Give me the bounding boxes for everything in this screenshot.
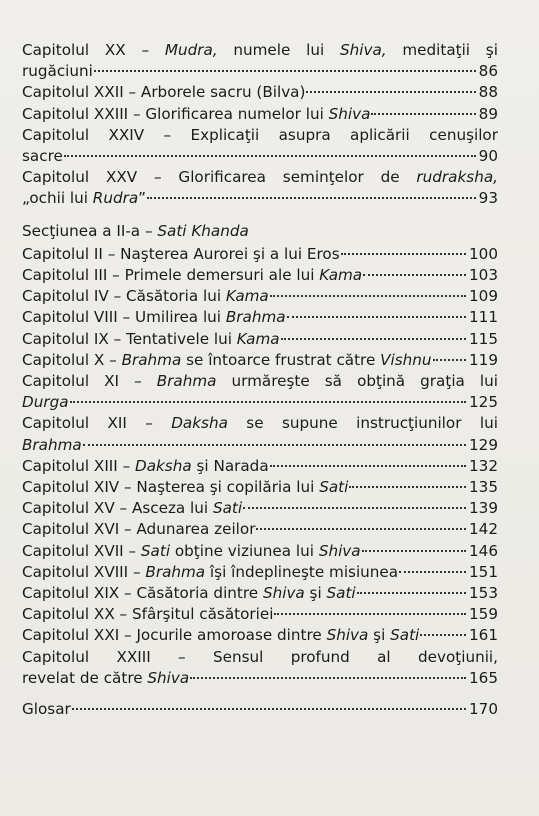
toc-text-segment: Capitolul IX – Tentativele lui [22, 329, 237, 348]
toc-text-word: Explicaţii [190, 125, 260, 144]
toc-entry-title [22, 498, 242, 519]
toc-text-segment: Capitolul X – [22, 350, 122, 369]
toc-text-segment: Glosar [22, 700, 71, 719]
toc-text-word: numele [233, 41, 291, 59]
toc-italic-term: Kama [225, 287, 269, 306]
toc-italic-term: Brahma [156, 372, 217, 391]
toc-entry-title [22, 61, 93, 82]
page-number: 170 [469, 700, 498, 719]
toc-italic-term: Sati [390, 626, 420, 645]
toc-text-segment: rugăciuni [22, 62, 93, 81]
toc-text-word: Capitolul [22, 41, 90, 59]
toc-entry-line [22, 329, 498, 350]
toc-entry-title [22, 146, 63, 167]
toc-text-word: Capitolul [22, 168, 90, 187]
page-number: 142 [469, 520, 498, 539]
toc-entry[interactable] [22, 371, 498, 413]
toc-entry-title [22, 244, 340, 265]
toc-entry-title [22, 456, 269, 477]
toc-entry-title [22, 125, 498, 146]
toc-text-word: Capitolul [22, 372, 90, 391]
toc-entry[interactable] [22, 583, 498, 604]
toc-entry-first-line [22, 167, 498, 188]
toc-text-word: seminţelor [282, 168, 364, 187]
toc-entry-title [22, 392, 69, 413]
dot-leader [363, 274, 466, 276]
toc-text-segment: Capitolul XX – Sfârşitul căsătoriei [22, 605, 274, 624]
toc-entry-title [22, 371, 498, 392]
toc-italic-term: Shiva [147, 668, 190, 687]
toc-italic-term: Rudra [92, 189, 139, 208]
toc-italic-term: Sati [212, 499, 243, 518]
toc-text-segment: Capitolul XXII – Arborele sacru (Bilva) [22, 83, 306, 102]
toc-italic-term: Shiva, [339, 41, 387, 59]
toc-italic-term: Kama [236, 329, 280, 348]
toc-italic-term: Durga [22, 393, 69, 412]
dot-leader [147, 197, 476, 199]
toc-entry-title [22, 604, 273, 625]
toc-entry[interactable] [22, 699, 498, 720]
toc-entry[interactable] [22, 104, 498, 125]
toc-entry-line [22, 188, 498, 209]
dot-leader [72, 708, 466, 710]
page-number: 151 [469, 562, 498, 581]
page-number: 159 [469, 605, 498, 624]
toc-entry-line [22, 456, 498, 477]
toc-entry-first-line [22, 413, 498, 434]
toc-text-word: XXIV [108, 125, 145, 144]
toc-text-segment: se întoarce frustrat către [181, 350, 381, 369]
toc-italic-term: Daksha [135, 456, 192, 475]
toc-entry[interactable] [22, 40, 498, 82]
dot-leader [399, 571, 466, 573]
toc-text-word: asupra [278, 125, 331, 144]
toc-italic-term: Sati [326, 584, 356, 603]
dot-leader [433, 359, 466, 361]
toc-text-segment: Capitolul XXI – Jocurile amoroase dintre [22, 626, 327, 645]
section-heading [22, 221, 498, 242]
toc-text-word: lui [479, 372, 498, 391]
toc-text-segment: Capitolul XV – Asceza lui [22, 499, 213, 518]
dot-leader [94, 70, 476, 72]
toc-entry-title [22, 647, 498, 668]
toc-entry-line [22, 699, 498, 720]
page-number: 139 [469, 499, 498, 518]
dot-leader [349, 486, 466, 488]
toc-text-word: XXIII [116, 647, 151, 666]
dot-leader [362, 550, 466, 552]
toc-text-word: de [380, 168, 400, 187]
toc-text-segment: Capitolul XXIII – Glorificarea numelor lui [22, 104, 329, 123]
toc-text-word: XII [107, 414, 127, 433]
toc-entry-title [22, 699, 71, 720]
toc-entry-line [22, 392, 498, 413]
dot-leader [420, 634, 466, 636]
toc-entry[interactable] [22, 286, 498, 307]
toc-text-word: meditaţii [402, 41, 471, 59]
page-number: 165 [469, 668, 498, 687]
toc-text-segment: Capitolul XIII – [22, 456, 136, 475]
page-number: 93 [478, 189, 498, 208]
toc-entry-title [22, 625, 419, 646]
toc-text-segment: Capitolul XIX – Căsătoria dintre [22, 584, 263, 603]
toc-text-word: Capitolul [22, 125, 90, 144]
toc-entry[interactable] [22, 82, 498, 103]
toc-italic-term: Shiva [328, 104, 371, 123]
dot-leader [83, 444, 466, 446]
toc-entry-first-line [22, 125, 498, 146]
toc-entry[interactable] [22, 244, 498, 265]
toc-entry-line [22, 61, 498, 82]
toc-italic-term: Sati [319, 478, 349, 497]
page-number: 86 [478, 62, 498, 81]
toc-text-word: – [145, 414, 153, 433]
toc-entry[interactable] [22, 647, 498, 689]
toc-entry[interactable] [22, 541, 498, 562]
toc-entry-line [22, 583, 498, 604]
page-number: 115 [469, 329, 498, 348]
dot-leader [270, 295, 466, 297]
toc-text-segment: îşi îndeplineşte misiunea [205, 562, 399, 581]
toc-entry-title [22, 265, 362, 286]
dot-leader [371, 113, 475, 115]
toc-text-segment: Capitolul XVI – Adunarea zeilor [22, 520, 256, 539]
toc-text-word: – [134, 372, 142, 391]
toc-text-word: se [246, 414, 264, 433]
toc-text-word: – [163, 125, 172, 144]
toc-entry-line [22, 307, 498, 328]
toc-italic-term: rudraksha, [416, 168, 498, 187]
toc-entry-first-line [22, 371, 498, 392]
toc-entry-title [22, 167, 498, 188]
toc-text-segment: Capitolul XIV – Naşterea şi copilăria lui [22, 478, 320, 497]
toc-text-word: lui [306, 41, 325, 59]
toc-text-word: – [153, 168, 162, 187]
toc-entry[interactable] [22, 167, 498, 209]
toc-entry-title [22, 286, 269, 307]
toc-text-word: obţină [357, 372, 406, 391]
toc-entry-title [22, 562, 398, 583]
toc-entry-line [22, 541, 498, 562]
page-number: 146 [469, 541, 498, 560]
page-number: 153 [469, 584, 498, 603]
dot-leader [274, 613, 466, 615]
toc-entry-first-line [22, 647, 498, 668]
page-number: 135 [469, 478, 498, 497]
page-number: 119 [469, 350, 498, 369]
toc-entry-line [22, 668, 498, 689]
toc-text-word: XI [104, 372, 120, 391]
dot-leader [70, 401, 466, 403]
toc-text-segment: şi [368, 626, 391, 645]
dot-leader [287, 316, 466, 318]
toc-text-segment: revelat de către [22, 668, 148, 687]
toc-text-word: Sensul [212, 647, 264, 666]
toc-entry[interactable] [22, 307, 498, 328]
toc-text-segment: Capitolul XVII – [22, 541, 141, 560]
toc-text-word: aplicării [350, 125, 410, 144]
toc-text-segment: şi [304, 584, 327, 603]
toc-text-word: Capitolul [22, 647, 90, 666]
toc-entry[interactable] [22, 125, 498, 167]
toc-entry-title [22, 307, 286, 328]
spacer [22, 689, 498, 699]
toc-entry[interactable] [22, 456, 498, 477]
toc-italic-term: Mudra, [164, 41, 218, 59]
toc-text-word: graţia [420, 372, 465, 391]
toc-text-word: , [493, 168, 498, 187]
toc-entry-line [22, 519, 498, 540]
toc-italic-term: Sati Khanda [157, 221, 249, 240]
toc-text-word: urmăreşte [231, 372, 310, 391]
page-number: 88 [478, 83, 498, 102]
dot-leader [256, 528, 466, 530]
toc-text-word: , [212, 41, 218, 59]
toc-text-word: Capitolul [22, 414, 90, 433]
page-number: 111 [469, 308, 498, 327]
dot-leader [190, 677, 466, 679]
toc-entry-line [22, 265, 498, 286]
toc-italic-term: Shiva [326, 626, 369, 645]
page-number: 132 [469, 456, 498, 475]
toc-entry-line [22, 286, 498, 307]
toc-text-segment: sacre [22, 147, 63, 166]
page-number: 109 [469, 287, 498, 306]
toc-text-segment: Capitolul II – Naşterea Aurorei şi a lui Eros [22, 244, 340, 263]
toc-entry-title [22, 329, 280, 350]
page-number: 90 [478, 147, 498, 166]
toc-entry-line [22, 498, 498, 519]
toc-italic-term: Brahma [225, 308, 286, 327]
dot-leader [341, 253, 466, 255]
toc-italic-term: Shiva [262, 584, 305, 603]
page-number: 103 [469, 266, 498, 285]
toc-text-word: Glorificarea [178, 168, 266, 187]
toc-entry[interactable] [22, 625, 498, 646]
page-number: 161 [469, 626, 498, 645]
toc-entry[interactable] [22, 562, 498, 583]
toc-italic-term: Brahma [145, 562, 206, 581]
toc-text-word: şi [485, 41, 498, 59]
toc-text-word: lui [479, 414, 498, 433]
toc-entry-first-line [22, 40, 498, 61]
toc-entry-line [22, 625, 498, 646]
toc-entry-title [22, 188, 146, 209]
toc-entry-title [22, 668, 189, 689]
dot-leader [357, 592, 466, 594]
toc-italic-term: Vishnu [380, 350, 432, 369]
toc-text-word: XXV [105, 168, 138, 187]
toc-entry-line [22, 350, 498, 371]
toc-text-segment: „ochii lui [22, 189, 93, 208]
toc-italic-term: Brahma [22, 435, 82, 454]
toc-entry-title [22, 477, 348, 498]
toc-entry-line [22, 562, 498, 583]
toc-entry-title [22, 82, 305, 103]
toc-text-segment: Capitolul IV – Căsătoria lui [22, 287, 226, 306]
toc-text-segment: ” [138, 189, 147, 208]
toc-text-word: profund [290, 647, 350, 666]
toc-text-word: – [141, 41, 150, 59]
toc-text-word: cenuşilor [429, 125, 498, 144]
toc-text-segment: Capitolul III – Primele demersuri ale lui [22, 266, 320, 285]
toc-text-word: , [381, 41, 387, 59]
dot-leader [306, 91, 475, 93]
page-number: 100 [469, 244, 498, 263]
dot-leader [64, 155, 476, 157]
toc-entry[interactable] [22, 498, 498, 519]
dot-leader [243, 507, 466, 509]
toc-italic-term: Shiva [318, 541, 361, 560]
toc-entry-line [22, 477, 498, 498]
toc-entry[interactable] [22, 413, 498, 455]
toc-entry-line [22, 82, 498, 103]
toc-text-word: devoţiunii, [418, 647, 498, 666]
toc-text-word: – [178, 647, 186, 666]
toc-entry-title [22, 519, 255, 540]
toc-text-word: supune [281, 414, 338, 433]
toc-text-segment: Capitolul XVIII – [22, 562, 146, 581]
toc-entry[interactable] [22, 477, 498, 498]
toc-entry[interactable] [22, 265, 498, 286]
toc-entry[interactable] [22, 604, 498, 625]
toc-entry-title [22, 104, 370, 125]
toc-text-word: al [377, 647, 391, 666]
toc-text-segment: obţine viziunea lui [170, 541, 319, 560]
toc-entry-title [22, 541, 361, 562]
toc-text-segment: şi Narada [191, 456, 269, 475]
toc-entry-title [22, 413, 498, 434]
toc-entry-line [22, 104, 498, 125]
toc-italic-term: Kama [319, 266, 363, 285]
toc-entry-line [22, 435, 498, 456]
page-number: 129 [469, 435, 498, 454]
toc-text-word: instrucţiunilor [356, 414, 462, 433]
toc-entry-title [22, 350, 432, 371]
page-number: 125 [469, 393, 498, 412]
toc-entry-line [22, 604, 498, 625]
toc-entry[interactable] [22, 519, 498, 540]
page-number: 89 [478, 104, 498, 123]
toc-entry-line [22, 244, 498, 265]
dot-leader [281, 338, 466, 340]
toc-italic-term: Sati [140, 541, 171, 560]
toc-italic-term: Daksha [171, 414, 228, 433]
toc-text-segment: Secţiunea a II-a – [22, 221, 158, 240]
toc-entry-title [22, 583, 356, 604]
toc-text-word: XX [104, 41, 126, 59]
toc-text-word: să [324, 372, 342, 391]
toc-entry[interactable] [22, 350, 498, 371]
toc-entry[interactable] [22, 329, 498, 350]
toc-entry-line [22, 146, 498, 167]
dot-leader [270, 465, 466, 467]
toc-entry-title [22, 40, 498, 61]
table-of-contents [22, 40, 498, 720]
toc-text-segment: Capitolul VIII – Umilirea lui [22, 308, 226, 327]
toc-entry-title [22, 435, 82, 456]
toc-italic-term: Brahma [121, 350, 182, 369]
